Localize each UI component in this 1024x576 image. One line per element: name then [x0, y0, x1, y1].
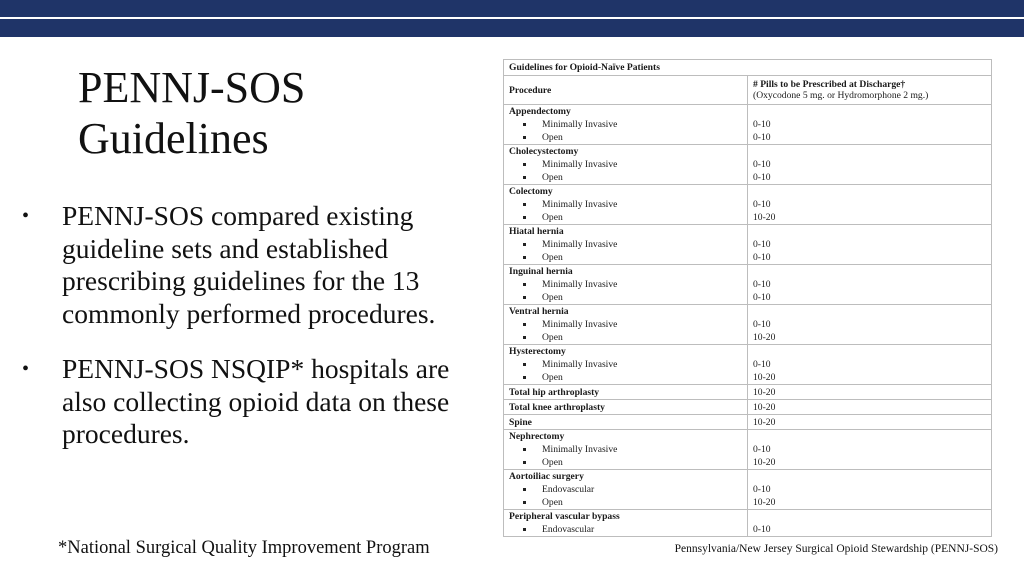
subtype-label: Open	[542, 497, 563, 508]
subtype-label: Open	[542, 332, 563, 343]
pill-range: 10-20	[753, 332, 776, 343]
header-procedure: Procedure	[504, 76, 748, 105]
pill-range: 0-10	[753, 484, 771, 495]
square-bullet-icon	[523, 203, 526, 206]
subtype-label: Open	[542, 172, 563, 183]
pill-range: 10-20	[753, 386, 776, 398]
subtype-label: Endovascular	[542, 524, 595, 535]
pill-range: 0-10	[753, 239, 771, 250]
pill-range: 0-10	[753, 172, 771, 183]
subtype-label: Open	[542, 457, 563, 468]
pill-range: 0-10	[753, 359, 771, 370]
pill-count-cell	[748, 265, 992, 305]
procedure-cell	[504, 105, 748, 145]
pill-count-cell	[748, 305, 992, 345]
pill-count-cell	[748, 145, 992, 185]
subtype-label: Minimally Invasive	[542, 359, 618, 370]
procedure-cell	[504, 430, 748, 470]
procedure-cell	[504, 305, 748, 345]
title-line: Guidelines	[78, 114, 269, 163]
square-bullet-icon	[523, 501, 526, 504]
square-bullet-icon	[523, 528, 526, 531]
title-line: PENNJ-SOS	[78, 63, 306, 112]
table-row	[504, 400, 992, 415]
subtype-label: Open	[542, 292, 563, 303]
procedure-subtype	[509, 198, 742, 211]
procedure-subtype	[509, 118, 742, 131]
procedure-cell	[504, 400, 748, 415]
procedure-subtype	[509, 278, 742, 291]
subtype-label: Open	[542, 252, 563, 263]
procedure-name: Nephrectomy	[509, 431, 565, 442]
bullet-dot-icon: •	[22, 357, 30, 380]
square-bullet-icon	[523, 136, 526, 139]
subtype-label: Minimally Invasive	[542, 159, 618, 170]
square-bullet-icon	[523, 448, 526, 451]
square-bullet-icon	[523, 123, 526, 126]
pill-range: 0-10	[753, 199, 771, 210]
table-row	[504, 145, 992, 185]
table-row	[504, 185, 992, 225]
square-bullet-icon	[523, 256, 526, 259]
procedure-name: Total knee arthroplasty	[509, 401, 605, 413]
pill-range: 10-20	[753, 416, 776, 428]
square-bullet-icon	[523, 363, 526, 366]
table-row	[504, 385, 992, 400]
bullet-text: PENNJ-SOS compared existing guideline sets and established prescribing guidelines for the 13 commonly performed procedures.	[62, 200, 436, 330]
pill-count-cell	[748, 470, 992, 510]
pill-range: 0-10	[753, 524, 771, 535]
pill-range: 0-10	[753, 319, 771, 330]
subtype-label: Minimally Invasive	[542, 444, 618, 455]
table-row	[504, 470, 992, 510]
subtype-label: Minimally Invasive	[542, 199, 618, 210]
square-bullet-icon	[523, 163, 526, 166]
pill-range: 10-20	[753, 212, 776, 223]
table-row	[504, 345, 992, 385]
table-row	[504, 265, 992, 305]
procedure-subtype	[509, 371, 742, 384]
guidelines-table	[503, 59, 992, 537]
square-bullet-icon	[523, 376, 526, 379]
table-row	[504, 225, 992, 265]
square-bullet-icon	[523, 283, 526, 286]
table-row	[504, 305, 992, 345]
square-bullet-icon	[523, 176, 526, 179]
procedure-name: Hiatal hernia	[509, 226, 564, 237]
square-bullet-icon	[523, 243, 526, 246]
pill-range: 0-10	[753, 252, 771, 263]
pill-count-cell	[748, 415, 992, 430]
subtype-label: Minimally Invasive	[542, 279, 618, 290]
pill-count-cell	[748, 345, 992, 385]
table-row	[504, 105, 992, 145]
pill-range: 0-10	[753, 132, 771, 143]
procedure-subtype	[509, 131, 742, 144]
table-row	[504, 430, 992, 470]
procedure-subtype	[509, 158, 742, 171]
procedure-name: Total hip arthroplasty	[509, 386, 600, 398]
procedure-subtype	[509, 238, 742, 251]
subtype-label: Minimally Invasive	[542, 239, 618, 250]
square-bullet-icon	[523, 488, 526, 491]
bullet-dot-icon: •	[22, 205, 30, 227]
square-bullet-icon	[523, 296, 526, 299]
subtype-label: Minimally Invasive	[542, 319, 618, 330]
procedure-cell	[504, 415, 748, 430]
procedure-subtype	[509, 331, 742, 344]
pill-range: 0-10	[753, 159, 771, 170]
pill-count-cell	[748, 105, 992, 145]
subtype-label: Open	[542, 372, 563, 383]
procedure-cell	[504, 145, 748, 185]
pill-range: 10-20	[753, 372, 776, 383]
credit-line: Pennsylvania/New Jersey Surgical Opioid Stewardship (PENNJ-SOS)	[674, 543, 998, 555]
pill-count-cell	[748, 400, 992, 415]
procedure-name: Aortoiliac surgery	[509, 471, 584, 482]
pill-range: 10-20	[753, 457, 776, 468]
pill-range: 0-10	[753, 444, 771, 455]
procedure-subtype	[509, 443, 742, 456]
pill-range: 0-10	[753, 279, 771, 290]
footnote: *National Surgical Quality Improvement Program	[58, 538, 430, 558]
procedure-name: Colectomy	[509, 186, 553, 197]
bullet-item	[22, 200, 462, 331]
header-pills-note: (Oxycodone 5 mg. or Hydromorphone 2 mg.)	[753, 90, 929, 101]
square-bullet-icon	[523, 216, 526, 219]
bullet-text: PENNJ-SOS NSQIP* hospitals are also collecting opioid data on these procedures.	[62, 352, 450, 450]
procedure-cell	[504, 185, 748, 225]
header-pills-title: # Pills to be Prescribed at Discharge†	[753, 79, 906, 90]
bullet-item	[22, 353, 462, 451]
pill-count-cell	[748, 185, 992, 225]
procedure-name: Inguinal hernia	[509, 266, 573, 277]
subtype-label: Endovascular	[542, 484, 595, 495]
bullet-list	[22, 200, 462, 473]
subtype-label: Open	[542, 212, 563, 223]
table-row	[504, 415, 992, 430]
procedure-cell	[504, 385, 748, 400]
subtype-label: Minimally Invasive	[542, 119, 618, 130]
table-row	[504, 510, 992, 537]
procedure-subtype	[509, 456, 742, 469]
procedure-name: Ventral hernia	[509, 306, 569, 317]
procedure-name: Appendectomy	[509, 106, 571, 117]
header-pills	[748, 76, 992, 105]
procedure-name: Cholecystectomy	[509, 146, 579, 157]
procedure-name: Spine	[509, 416, 532, 428]
pill-range: 0-10	[753, 119, 771, 130]
procedure-subtype	[509, 211, 742, 224]
pill-count-cell	[748, 385, 992, 400]
procedure-cell	[504, 265, 748, 305]
procedure-cell	[504, 345, 748, 385]
pill-range: 0-10	[753, 292, 771, 303]
pill-count-cell	[748, 430, 992, 470]
pill-count-cell	[748, 225, 992, 265]
procedure-name: Peripheral vascular bypass	[509, 511, 620, 522]
square-bullet-icon	[523, 323, 526, 326]
procedure-subtype	[509, 496, 742, 509]
procedure-subtype	[509, 291, 742, 304]
procedure-subtype	[509, 251, 742, 264]
procedure-cell	[504, 470, 748, 510]
procedure-cell	[504, 510, 748, 537]
procedure-subtype	[509, 358, 742, 371]
square-bullet-icon	[523, 336, 526, 339]
procedure-subtype	[509, 318, 742, 331]
procedure-subtype	[509, 483, 742, 496]
subtype-label: Open	[542, 132, 563, 143]
slide-title	[78, 62, 305, 164]
pill-count-cell	[748, 510, 992, 537]
pill-range: 10-20	[753, 497, 776, 508]
square-bullet-icon	[523, 461, 526, 464]
table-header-row	[504, 76, 992, 105]
procedure-name: Hysterectomy	[509, 346, 566, 357]
procedure-subtype	[509, 171, 742, 184]
banner-stripe	[0, 17, 1024, 19]
table-caption: Guidelines for Opioid-Naïve Patients	[504, 60, 992, 76]
procedure-cell	[504, 225, 748, 265]
pill-range: 10-20	[753, 401, 776, 413]
procedure-subtype	[509, 523, 742, 536]
